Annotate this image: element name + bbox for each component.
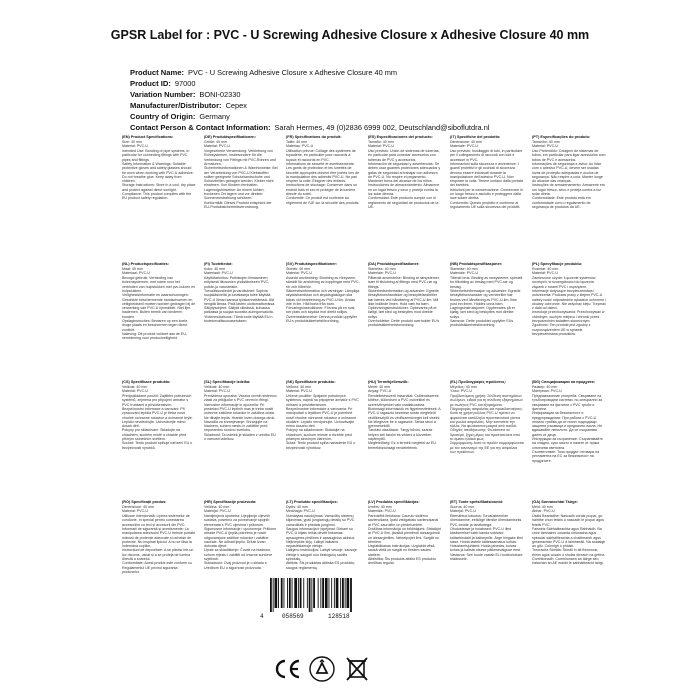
language-block-spec: Größe: 40 mm Material: PVC-U bbox=[204, 139, 230, 148]
language-block-spec: Størrelse: 40 mm Materiale: PVC-U bbox=[368, 266, 396, 275]
language-block-heading: (FR) Spécifications du produit: bbox=[286, 135, 342, 139]
language-block-text: Utilisation prévue: Collage des systèmes de tuyauterie, en particulier pour raccords à tuyaux et raccords en PVC. Informations de sécurité et avertissements: Les gants de protection et les lunettes de sécurité appropriés doivent être portés lors de la manipulation des adhésifs PVC-U. Ne pas respirer la colle. Éloigner des enfants. Instructions de stockage: Conserver dans un endroit frais et sec et protéger de la lumière directe du soleil. Conformité: Ce produit est conforme au règlement de l'UE sur la sécurité des produits. bbox=[286, 149, 360, 205]
language-block bbox=[122, 262, 196, 341]
barcode-digits-right: 128518 bbox=[328, 613, 350, 620]
language-block-spec: Μέγεθος: 40 mm Υλικό: PVC-U bbox=[450, 384, 477, 393]
language-block-text: Ettenähtud kasutus: Torusüsteemide ühendamine, eelkõige liitmike ühendamiseks PVC-torude ja tarvikutega. Ohutusteave ja hoiatused: PVC-U liimi käsitsemisel tuleb kanda sobivaid kaitsekindaid ja kaitseprille. Ärge hingake liimi sisse. Hoida lastele kättesaamatus kohas. Hoiustamisjuhised: Hoida jahedas, kuivas kohas ja kaitsta otsese päikesevalguse eest. Vastavus: See toode vastab ELi tooteohutuse määrusele. bbox=[450, 514, 523, 562]
barcode-bars bbox=[268, 578, 374, 612]
language-block-heading: (CS) Specifikace produktu: bbox=[122, 380, 171, 384]
language-block bbox=[286, 380, 360, 463]
language-block-spec: Размер: 40 mm Материал: PVC-U bbox=[532, 384, 562, 393]
info-manufacturer: Manufacturer/Distributor: Cepex bbox=[130, 101, 247, 110]
language-block bbox=[204, 262, 278, 341]
language-block bbox=[532, 500, 606, 574]
language-block-heading: (GA) Sonraíochtaí Táirge: bbox=[532, 500, 578, 504]
language-block-heading: (LT) Produkto specifikacijos: bbox=[286, 500, 338, 504]
language-block bbox=[122, 135, 196, 209]
language-block-spec: Veľkosť: 40 mm Materiál: PVC-U bbox=[286, 384, 312, 393]
language-block-heading: (PT) Especificações do produto: bbox=[532, 135, 591, 139]
barcode-bar bbox=[336, 578, 339, 608]
language-block-spec: Rozmiar: 40 mm Materiał: PVC-U bbox=[532, 266, 559, 275]
language-block-text: Rendeltetésszerű használat: Csőrendszerek kötése, különösen a PVC csövekkel és szerelvényekkel való csatlakozásra. Biztonsági információk és figyelmeztetések: A PVC-U ragasztó kezelése során megfelelő védőkesztyűt és védőszemüveget kell viselni. Ne lélegezze be a ragasztót. Tartsa távol a gyermekektől. Tárolási utasítások: Tárgy hűvös, száraz helyen kell tárolni és védeni a közvetlen napfénytől. Megfelelőség: Ez a termék megfelel az EU termékbiztonsági rendeletének. bbox=[368, 394, 441, 450]
language-block bbox=[204, 380, 278, 463]
language-block-spec: Dimensione: 40 mm Materiale: PVC-U bbox=[450, 139, 482, 148]
barcode-bar bbox=[331, 578, 332, 608]
language-block-text: Vorgesehene Verwendung: Verklebung von Rohrsystemen, insbesondere für die Verbindung von Fittings mit PVC-Rohren und Armaturen. Sicherheitsinformationen & Warnhinweise: Bei der Verarbeitung von PVC-U Klebstoffen sollten geeignete Schutzhandschuhe und Schutzbrillen getragen werden. Kleber nicht einatmen. Von Kindern fernhalten. Lagerungshinweise: An einem kühlen, trockenen Ort lagern und vor direkter Sonneneinstrahlung schützen. Konformität: Dieses Produkt entspricht der EU-Produktsicherheitsverordnung. bbox=[204, 149, 278, 209]
barcode-bar bbox=[318, 578, 319, 608]
language-block-spec: Tamanho: 40 mm Material: PVC-U bbox=[532, 139, 560, 148]
language-block bbox=[532, 262, 606, 341]
barcode-bar bbox=[275, 578, 278, 608]
barcode-bar bbox=[298, 578, 299, 608]
language-block bbox=[368, 500, 442, 574]
barcode-bar bbox=[325, 578, 328, 608]
language-block-text: Paredzētā lietošana: Cauruļu sistēmu savienošana, īpaši veidgabalu savienošanai ar PVC caurulēm un piederumiem. Drošības informācija un brīdinājumi: Strādājot ar PVC-U līmi, jāvalkā piemēroti aizsargcimdi un aizsargbrilles. Neieelpojiet līmi. Sargāt no bērniem. Uzglabāšanas instrukcijas: Uzglabāt vēsā, sausā vietā un sargāt no tiešiem saules stariem. Atbilstība: Šis produkts atbilst ES produktu drošības regulai. bbox=[368, 514, 441, 566]
language-block-spec: Méret: 40 mm Anyag: PVC-U bbox=[368, 384, 392, 393]
barcode-bar bbox=[292, 578, 293, 608]
barcode-bar bbox=[307, 578, 308, 608]
language-block-text: Uso Pretendido: Colagem de sistemas de tubos, em particular para ligar acessórios com tubos de PVC e acessórios. Informações de segurança e aviso: Ao lidar com o adesivo PVC-U, devem ser usadas luvas de proteção adequadas e óculos de segurança. Não respire a cola. Manter longe do alcance das crianças. Instruções de armazenamento: Armazene em um lugar fresco, seco e proteja contra a luz solar direta. Conformidade: Este produto está em conformidade com o regulamento de segurança de produtos da UE. bbox=[532, 149, 606, 209]
language-block-heading: (ES) Especificaciones del producto: bbox=[368, 135, 433, 139]
language-block-heading: (DA) Produktspecifikationer: bbox=[368, 262, 420, 266]
language-block bbox=[368, 262, 442, 341]
language-block-spec: Suurus: 40 mm Materjal: PVC-U bbox=[450, 504, 476, 513]
language-block-heading: (BG) Спецификации на продукта: bbox=[532, 380, 595, 384]
barcode-bar bbox=[329, 578, 330, 608]
language-block bbox=[450, 262, 524, 341]
language-block-text: Předpokládané použití: Zajištění potrubních systémů, zejména pro připojení armatur s PVC trubkami a příslušenstvím. Bezpečnostní informace a varování: Při zpracování lepidla PVC-U je třeba nosit vhodné ochranné rukavice a ochranné brýle. Lepidlo nevdechujte. Uchovávejte mimo dosah dětí. Pokyny pro skladování: Skladujte na chladném, suchém místě a chraňte před přímým slunečním světlem. Soulad: Tento produkt splňuje nařízení EU o bezpečnosti výrobků. bbox=[122, 394, 193, 450]
info-product-name: Product Name: PVC - U Screwing Adhesive Closure x Adhesive Closure 40 mm bbox=[130, 68, 398, 77]
language-block-spec: Size: 40 mm Material: PVC-U bbox=[122, 139, 148, 148]
barcode-bar bbox=[311, 578, 312, 612]
language-block-text: Tiltenkt bruk: Binding av rørsystemer, spesielt for tilkobling av beslag med PVC-rør og beslag. Sikkerhetsinformasjon og advarsler: Egnede beskyttelseshansker og vernebriller bør brukes ved håndtering av PVC-U-lim. Ikke pust inn limen. Holdes unna barn. Lagringsinstruksjoner: Oppbevares på et kjølig, tørt sted og beskyttes mot direkte sollys. Samsvar: Dette produktet oppfyller EUs produktsikkerhetsforordning. bbox=[450, 276, 523, 328]
language-block bbox=[204, 500, 278, 574]
language-block-text: Úsáid Beartaithe: Nascadh córais píopaí, go háirithe chun feistis a nascadh le píopaí agus feistis PVC. Faisnéis Sábháilteachta agus Rabhaidh: Ba chóir lámhainní cosanta oiriúnacha agus spéaclaí sábháilteachta a chaitheamh agus greamachán PVC-U á láimhseáil. Ná análaigh an gliú. Coinnigh ó pháistí. Treoracha Stórála: Stóráil in áit fhionnuar, thirim agus cosain ó sholas díreach na gréine. Comhlíonadh: Comhlíonann an táirge seo rialachán an AE maidir le sábháilteacht táirgí. bbox=[532, 514, 606, 566]
language-block-spec: Izmērs: 40 mm Materiāls: PVC-U bbox=[368, 504, 396, 513]
language-block-heading: (NB) Produktspesifikasjoner: bbox=[450, 262, 503, 266]
language-row bbox=[122, 380, 697, 463]
language-block-text: Zamierzone użycie: Łączenie systemów rurowych, w szczególności do łączenia złączek z rurami PVC i osprzętem. Informacje dotyczące bezpieczeństwa i ostrzeżenia: Podczas pracy z klejem PVC-U należy nosić odpowiednie rękawice ochronne i okulary ochronne. Nie wdychać kleju. Trzymać z dala od dzieci. Instrukcje przechowywania: Przechowywać w chłodnym, suchym miejscu i chronić przed bezpośrednim światłem słonecznym. Zgodność: Ten produkt jest zgodny z rozporządzeniem UE w sprawie bezpieczeństwa produktów. bbox=[532, 276, 606, 336]
barcode-bar bbox=[294, 578, 297, 608]
barcode-bar bbox=[289, 578, 291, 608]
language-block-spec: Velikost: 40 mm Materiál: PVC-U bbox=[122, 384, 148, 393]
info-country-of-origin: Country of Origin: Germany bbox=[130, 112, 230, 121]
barcode-bar bbox=[313, 578, 315, 608]
language-block bbox=[532, 380, 606, 463]
language-block bbox=[286, 262, 360, 341]
language-row bbox=[122, 135, 697, 209]
language-block-heading: (FI) Tuotetiedot: bbox=[204, 262, 233, 266]
language-block bbox=[450, 380, 524, 463]
page-title: GPSR Label for : PVC - U Screwing Adhesive Closure x Adhesive Closure 40 mm bbox=[110, 28, 590, 42]
language-block-spec: Størrelse: 40 mm Materiale: PVC-U bbox=[450, 266, 478, 275]
language-block-spec: Tamaño: 40 mm Material: PVC-U bbox=[368, 139, 394, 148]
language-block-heading: (RO) Specificații produs: bbox=[122, 500, 167, 504]
language-block bbox=[532, 135, 606, 209]
language-block-text: Avsedd användning: Bindning av rörsystem, särskilt för anslutning av kopplingar med PVC-rör och tillbehör. Säkerhetsinformation och varningar: Lämpliga skyddshandskar och skyddsglasögon ska bäras vid bearbetning av PVC-U lim. Andas inte in lim. Håll borta från barn. Förvaringsinstruktioner: Förvara på en sval, torr plats och skydda mot direkt solljus. Överensstämmelse: Denna produkt uppfyller EU:s produktsäkerhetsförordning. bbox=[286, 276, 360, 324]
barcode-bar bbox=[347, 578, 350, 608]
language-block-text: Namijenjena upotreba: Lijepljenje cijevnih sustava, posebno za povezivanje spojnih elemenata s PVC cijevima i priborom. Sigurnosne informacije i upozorenja: Prilikom obrade PVC-U ljepila potrebno je nositi odgovarajuće zaštitne rukavice i zaštitne naočale. Ne udisati ljepilo. Držati izvan dohvata djece. Upute za skladištenje: Čuvati na hladnom, suhom mjestu i zaštititi od izravne sunčeve svjetlosti. Sukladnost: Ovaj proizvod je u skladu s Uredbom EU o sigurnosti proizvoda. bbox=[204, 514, 276, 570]
language-block-spec: Veličina: 40 mm Materijal: PVC-U bbox=[204, 504, 231, 513]
ce-mark-icon bbox=[272, 655, 302, 683]
barcode-digits bbox=[260, 613, 374, 621]
barcode-bar bbox=[300, 578, 302, 608]
language-block-heading: (HR) Specifikacije proizvoda: bbox=[204, 500, 257, 504]
language-block-spec: Velikost: 40 mm Material: PVC-U bbox=[204, 384, 230, 393]
language-block-spec: Dimensiune: 40 mm Material: PVC-U bbox=[122, 504, 154, 513]
barcode-bar bbox=[320, 578, 321, 608]
language-block-text: Beoogd gebruik: Verbinding van buizensystemen, met name voor het verbinden van hulpstukken met pvc-buizen en hulpstukken. Veiligheidsinformatie en waarschuwingen: Geschikte beschermende handschoenen en veiligheidsbril moeten worden gedragen bij de verwerking van PVC-U lijmmiddel. Niet lijm inademen. Buiten bereik van kinderen houden. Opslaginstructies: Bewaren op een koele, droge plaats en beschermen tegen direct zonlicht. Naleving: Dit product voldoet aan de EU-verordening voor productveiligheid. bbox=[122, 276, 196, 341]
language-block-heading: (EN) Product Specifications: bbox=[122, 135, 174, 139]
language-block-heading: (SV) Produktspecifikationer: bbox=[286, 262, 338, 266]
barcode-bar bbox=[284, 578, 285, 608]
barcode-digit-left: 4 bbox=[260, 613, 264, 620]
language-block-text: Predvidena uporaba: Vezava cevnih sistemov, zlasti za priključke s PVC cevmi in fitingi. Varnostne informacije in opozorila: Pri predelavi PVC-U lepilnih mas je treba nositi ustrezne zaščitne rokavice in zaščitna očala. Ne dihajte lepila. Hranite izven dosega otrok. Navodila za shranjevanje: Shranjujte na hladnem, suhem mestu in zaščitite pred neposredno sončno svetlobo. Skladnost: Ta izdelek je skladen z uredbo EU o varnosti izdelkov. bbox=[204, 394, 278, 442]
language-row bbox=[122, 262, 697, 341]
language-block-text: Uso previsto: Incollaggio di tubi, in particolare per il collegamento di raccordi con tubi e accessori in PVC. Informazioni sulla sicurezza e avvertenze: I guanti protettivi e gli occhiali di sicurezza devono essere indossati durante la manipolazione dell'adesivo PVC-U. Non respirare la colla. Tenere lontano dalla portata dei bambini. Istruzioni per la conservazione: Conservare in un luogo fresco e asciutto e proteggere dalla luce solare diretta. Conformità: Questo prodotto è conforme al regolamento UE sulla sicurezza dei prodotti. bbox=[450, 149, 523, 209]
language-block bbox=[204, 135, 278, 209]
barcode-bar bbox=[309, 578, 311, 612]
barcode bbox=[260, 578, 374, 620]
language-block-heading: (ET) Toote spetsifikatsioonid: bbox=[450, 500, 504, 504]
language-block-text: Utilizare intenționată: Lipirea sistemelor de conducte, în special pentru conectarea accesoriilor cu țevi și accesorii din PVC. Informații de siguranță și avertismente: La manipularea adezivului PVC-U trebuie purtate mănuși de protecție adecvate și ochelari de protecție. Nu inspirați lipiciul. A nu se lăsa la îndemâna copiilor. Instrucțiuni de depozitare: A se păstra într-un loc răcoros, uscat și a se proteja de lumina directă a soarelui. Conformitate: Acest produs este conform cu Regulamentul UE privind siguranța produselor. bbox=[122, 514, 196, 574]
language-block-heading: (PL) Specyfikacje produktu: bbox=[532, 262, 583, 266]
language-row bbox=[122, 500, 697, 574]
barcode-bar bbox=[340, 578, 341, 608]
language-block-heading: (LV) Produkta specifikācijas: bbox=[368, 500, 420, 504]
language-block-text: Určené použitie: Spájanie potrubných systémov, najmä na pripojenie armatúr s PVC rúrkami a príslušenstvom. Bezpečnostné informácie a varovania: Pri manipulácii s lepidlom PVC-U je potrebné nosiť vhodné ochranné rukavice a ochranné okuliare. Lepidlo nevdychujte. Uchovávajte mimo dosahu detí. Pokyny na skladovanie: Skladujte na chladnom, suchom mieste a chráňte pred priamym slnečným žiarením. Súlad: Tento produkt spĺňa nariadenie EÚ o bezpečnosti výrobkov. bbox=[286, 394, 359, 450]
barcode-bar bbox=[303, 578, 304, 608]
language-block-text: Käyttötarkoitus: Putkistojen liimaaminen, erityisesti liitososien yhdistämiseen PVC-putkiin ja varusteisiin. Turvallisuustiedot ja varoitukset: Sopivia suojakäsineitä ja turvalaseja tulee käyttää PVC-U liiman kanssa työskenneltäessä. Älä hengitä liimaa. Pidä lasten ulottumattomissa. Säilytysohjeet: Säilytä viileässä, kuivassa paikassa ja suojaa suoralta auringonvalolta. Yhdenmukaisuus: Tämä tuote täyttää EU:n tuoteturvallisuusasetuksen. bbox=[204, 276, 276, 324]
language-block-text: Προβλεπόμενη χρήση: Σύνδεση συστημάτων σωλήνων, ειδικά για τη σύνδεση εξαρτημάτων με σωλήνες PVC και εξαρτήματα. Πληροφορίες ασφαλείας και προειδοποιήσεις: Κατά τη χρήση κόλλας PVC-U πρέπει να φοριούνται κατάλληλα προστατευτικά γάντια και γυαλιά ασφαλείας. Μην εισπνέετε την κόλλα. Να φυλάσσεται μακριά από παιδιά. Οδηγίες αποθήκευσης: Φυλάσσετε σε δροσερό, ξηρό μέρος και προστατεύετε από το άμεσο ηλιακό φως. Συμμόρφωση: Αυτό το προϊόν συμμορφώνεται με τον κανονισμό της ΕΕ για την ασφάλεια των προϊόντων. bbox=[450, 394, 524, 454]
barcode-bar bbox=[345, 578, 346, 608]
language-block bbox=[286, 135, 360, 209]
language-block-text: Påtænkt anvendelse: Binding af rørsystemer, især til tilslutning af fittings med PVC-rør og fittings. Sikkerhedsinformation og advarsler: Egnede beskyttelseshandsker og beskyttelsesbriller bør bæres ved håndtering af PVC-U-lim. Må ikke indånde limen. Hold væk fra børn. Opbevaringsinstruktioner: Opbevares på et køligt, tørt sted og beskyttes mod direkte sollys. Overholdelse: Dette produkt overholder EU's produktsikkerhedsforordning. bbox=[368, 276, 440, 328]
barcode-bar bbox=[342, 578, 344, 608]
language-block-heading: (SK) Špecifikácie produktu: bbox=[286, 380, 336, 384]
barcode-bar bbox=[278, 578, 279, 608]
language-block-text: Uso previsto: Unión de sistemas de tuberías, en particular para conectar accesorios con tuberías de PVC y accesorios. Información de seguridad y advertencias: Se deben usar guantes protectores adecuados y gafas de seguridad al trabajar con adhesivo de PVC-U. No respire el pegamento. Mantener fuera del alcance de los niños. Instrucciones de almacenamiento: Almacene en un lugar fresco y seco y proteja contra la luz solar directa. Conformidad: Este producto cumple con el reglamento de seguridad de productos de la UE. bbox=[368, 149, 441, 209]
compliance-symbols bbox=[272, 655, 372, 685]
barcode-bar bbox=[350, 578, 352, 612]
language-block-heading: (NL) Productspecificaties: bbox=[122, 262, 170, 266]
barcode-bar bbox=[281, 578, 283, 608]
barcode-bar bbox=[322, 578, 324, 608]
info-contact: Contact Person & Contact Information: Sarah Hermes, 49 (0)2836 6999 002, Deutschland@siboflutdra.nl bbox=[130, 123, 490, 132]
language-block-spec: Maat: 40 mm Materiaal: PVC-U bbox=[122, 266, 150, 275]
info-variation-number: Variation Number: BONI-02330 bbox=[130, 90, 241, 99]
barcode-bar bbox=[273, 578, 274, 612]
language-block-heading: (SL) Specifikacije izdelka: bbox=[204, 380, 251, 384]
barcode-bar bbox=[270, 578, 272, 612]
language-block bbox=[450, 500, 524, 574]
language-block-heading: (IT) Specifiche del prodotto: bbox=[450, 135, 501, 139]
product-info bbox=[130, 67, 600, 133]
recycle-mobius-icon bbox=[308, 655, 336, 683]
language-block-heading: (EL) Προδιαγραφές προϊόντος: bbox=[450, 380, 506, 384]
barcode-bar bbox=[334, 578, 335, 608]
language-block bbox=[122, 500, 196, 574]
language-block-spec: Koko: 40 mm Materiaali: PVC-U bbox=[204, 266, 233, 275]
language-block bbox=[368, 380, 442, 463]
language-block-text: Intended Use: Bonding of pipe systems, in particular for connecting fittings with PVC pipes and fittings. Safety Information & Warnings: Suitable protective gloves and safety glasses should be worn when working with PVC-U adhesive. Do not breathe glue. Keep away from children. Storage Instructions: Store in a cool, dry place and protect against direct sunlight. Compliance: This product complies with the EU product safety regulation. bbox=[122, 149, 196, 201]
language-block-heading: (HU) Termékjellemzők: bbox=[368, 380, 409, 384]
language-block bbox=[368, 135, 442, 209]
language-block-heading: (DE) Produktspezifikationen: bbox=[204, 135, 256, 139]
language-block-spec: Méid: 40 mm Ábhar: PVC-U bbox=[532, 504, 555, 513]
language-block bbox=[122, 380, 196, 463]
language-block-spec: Storlek: 40 mm Material: PVC-U bbox=[286, 266, 312, 275]
crossed-bin-icon bbox=[344, 655, 370, 683]
info-product-id: Product ID: 97000 bbox=[130, 79, 196, 88]
language-block-text: Numatytas naudojimas: Vamzdžių sistemų klijavimas, ypač jungiamųjų detalių su PVC vamzdžiais ir priedais jungimui. Saugos informacija ir įspėjimai: Dirbant su PVC-U klijais reikia dėvėti tinkamas apsaugines pirštines ir apsauginius akinius. Neįkvėpkite klijų. Laikyti vaikams nepasiekiamoje vietoje. Laikymo instrukcijos: Laikyti vėsioje, sausoje vietoje ir saugoti nuo tiesioginių saulės spindulių. Atitiktis: Šis produktas atitinka ES produktų saugos reglamentą. bbox=[286, 514, 357, 570]
language-block-text: Предназначение употреба: Свързване на тръбопроводни системи, по-специално за свързване на фитинги с PVC тръби и фитинги. Информация за безопасност и предупреждения: При работа с PVC-U лепило трябва да се носят подходящи защитни ръкавици и предпазни очила. Не вдишвайте лепилото. Да се съхранява далеч от деца. Инструкции за съхранение: Съхранявайте на хладно, сухо място и пазете от пряка слънчева светлина. Съответствие: Този продукт отговаря на регламента на ЕС за безопасност на продуктите. bbox=[532, 394, 603, 463]
language-block-spec: Dydis: 40 mm Medžiaga: PVC-U bbox=[286, 504, 315, 513]
barcode-bar bbox=[287, 578, 288, 608]
language-block-spec: Taille: 40 mm Matériau: PVC-U bbox=[286, 139, 314, 148]
language-block bbox=[450, 135, 524, 209]
barcode-digits-mid: 058569 bbox=[282, 613, 304, 620]
language-block bbox=[286, 500, 360, 574]
